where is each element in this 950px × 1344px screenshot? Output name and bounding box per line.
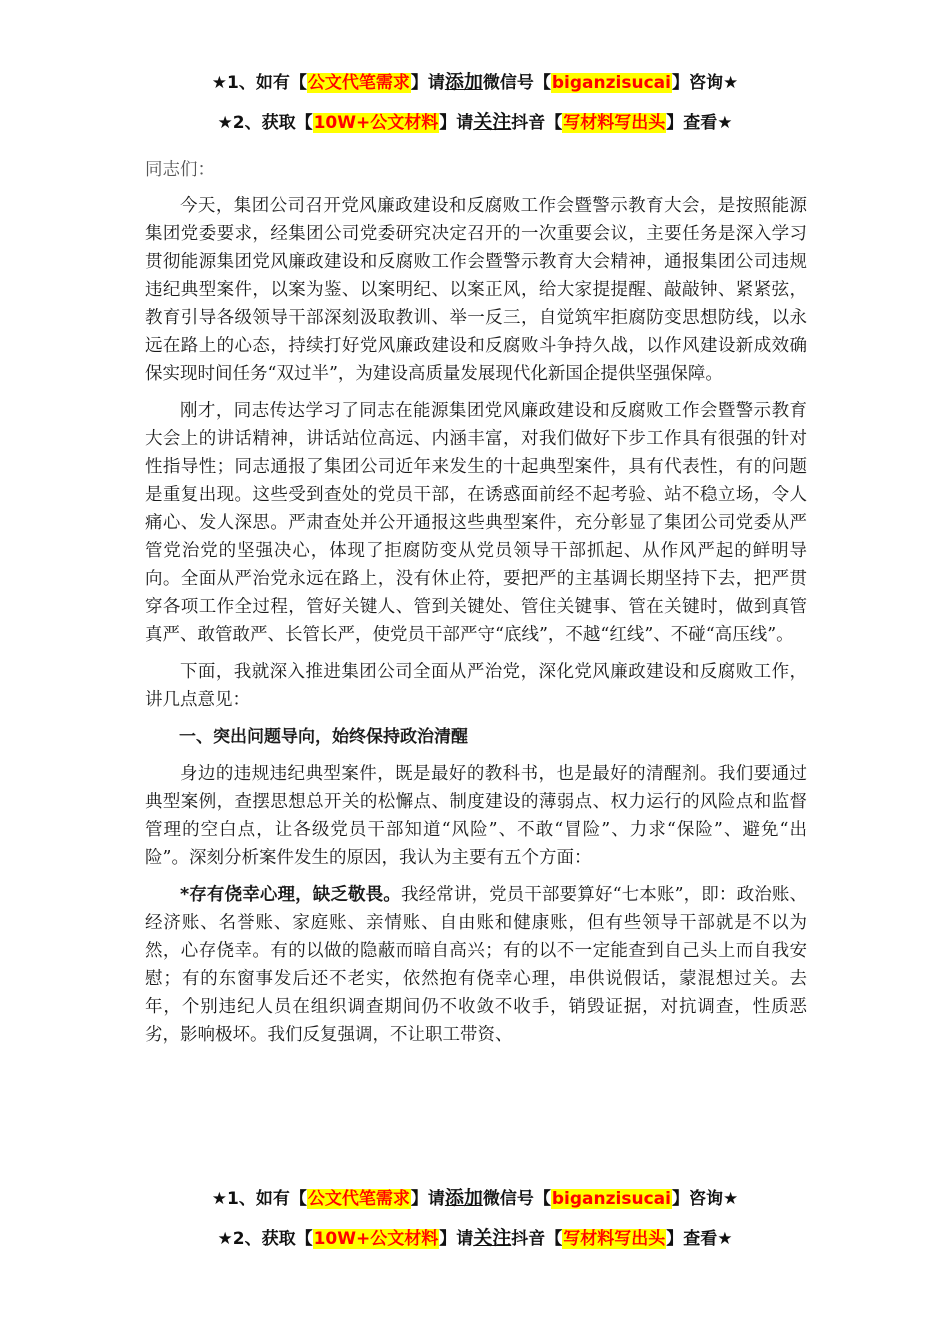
promo-highlight: 写材料写出头 <box>563 113 666 133</box>
promo-emphasis: 添加 <box>444 71 483 93</box>
promo-highlight: biganzisucai <box>551 1189 671 1209</box>
promo-text: 】查看★ <box>666 1229 733 1249</box>
promo-text: ★1、如有【 <box>211 1189 307 1209</box>
promo-text: 】咨询★ <box>671 73 739 93</box>
promo-banner-top-line2 <box>0 111 950 134</box>
promo-banner-top-line1 <box>0 71 950 94</box>
paragraph <box>145 881 807 1049</box>
promo-highlight: 公文代笔需求 <box>307 1189 410 1209</box>
promo-text: ★2、获取【 <box>217 1229 313 1249</box>
paragraph-lead: *存有侥幸心理，缺乏敬畏。 <box>180 885 401 905</box>
promo-highlight: biganzisucai <box>551 73 671 93</box>
promo-highlight: 10W+公文材料 <box>313 1229 439 1249</box>
paragraph: 身边的违规违纪典型案件，既是最好的教科书，也是最好的清醒剂。我们要通过典型案例，查摆思想总开关的松懈点、制度建设的薄弱点、权力运行的风险点和监督管理的空白点，让各级党员干部知道“风险”、不敢“冒险”、力求“保险”、避免“出险”。深刻分析案件发生的原因，我认为主要有五个方面： <box>145 764 807 868</box>
promo-text: 】查看★ <box>666 113 733 133</box>
promo-text: 】请 <box>439 113 474 133</box>
paragraph-body: 我经常讲，党员干部要算好“七本账”，即：政治账、经济账、名誉账、家庭账、亲情账、自由账和健康账，但有些领导干部就是不以为然，心存侥幸。有的以做的隐蔽而暗自高兴；有的以不一定能查到自己头上而自我安慰；有的东窗事发后还不老实，依然抱有侥幸心理，串供说假话，蒙混想过关。去年，个别违纪人员在组织调查期间仍不收敛不收手，销毁证据，对抗调查，性质恶劣，影响极坏。我们反复强调，不让职工带资、 <box>145 885 807 1045</box>
promo-text: 】请 <box>410 73 445 93</box>
promo-emphasis: 关注 <box>473 1227 512 1249</box>
paragraph: 今天，集团公司召开党风廉政建设和反腐败工作会暨警示教育大会，是按照能源集团党委要求，经集团公司党委研究决定召开的一次重要会议，主要任务是深入学习贯彻能源集团党风廉政建设和反腐败工作会暨警示教育大会精神，通报集团公司违规违纪典型案件，以案为鉴、以案明纪、以案正风，给大家提提醒、敲敲钟、紧紧弦，教育引导各级领导干部深刻汲取教训、举一反三，自觉筑牢拒腐防变思想防线，以永远在路上的心态，持续打好党风廉政建设和反腐败斗争持久战，以作风建设新成效确保实现时间任务“双过半”，为建设高质量发展现代化新国企提供坚强保障。 <box>145 196 807 384</box>
paragraph: 刚才，同志传达学习了同志在能源集团党风廉政建设和反腐败工作会暨警示教育大会上的讲话精神，讲话站位高远、内涵丰富，对我们做好下步工作具有很强的针对性指导性；同志通报了集团公司近年来发生的十起典型案件，具有代表性，有的问题是重复出现。这些受到查处的党员干部，在诱惑面前经不起考验、站不稳立场，令人痛心、发人深思。严肃查处并公开通报这些典型案件，充分彰显了集团公司党委从严管党治党的坚强决心，体现了拒腐防变从党员领导干部抓起、从作风严起的鲜明导向。全面从严治党永远在路上，没有休止符，要把严的主基调长期坚持下去，把严贯穿各项工作全过程，管好关键人、管到关键处、管住关键事、管在关键时，做到真管真严、敢管敢严、长管长严，使党员干部严守“底线”，不越“红线”、不碰“高压线”。 <box>145 401 807 645</box>
promo-emphasis: 添加 <box>444 1187 483 1209</box>
promo-text: 微信号【 <box>482 73 551 93</box>
promo-highlight: 写材料写出头 <box>563 1229 666 1249</box>
promo-text: 】请 <box>439 1229 474 1249</box>
promo-highlight: 公文代笔需求 <box>307 73 410 93</box>
promo-text: 】请 <box>410 1189 445 1209</box>
promo-text: 】咨询★ <box>671 1189 739 1209</box>
promo-text: ★1、如有【 <box>211 73 307 93</box>
promo-emphasis: 关注 <box>473 111 512 133</box>
paragraph: 下面，我就深入推进集团公司全面从严治党，深化党风廉政建设和反腐败工作，讲几点意见： <box>145 662 807 710</box>
section-heading: 一、突出问题导向，始终保持政治清醒 <box>179 727 468 747</box>
promo-text: 抖音【 <box>511 1229 563 1249</box>
promo-text: ★2、获取【 <box>217 113 313 133</box>
document-body <box>145 156 807 1058</box>
promo-text: 微信号【 <box>482 1189 551 1209</box>
greeting: 同志们： <box>145 160 215 180</box>
promo-banner-bottom-line1 <box>0 1187 950 1210</box>
promo-highlight: 10W+公文材料 <box>313 113 439 133</box>
promo-banner-bottom-line2 <box>0 1227 950 1250</box>
promo-text: 抖音【 <box>511 113 563 133</box>
